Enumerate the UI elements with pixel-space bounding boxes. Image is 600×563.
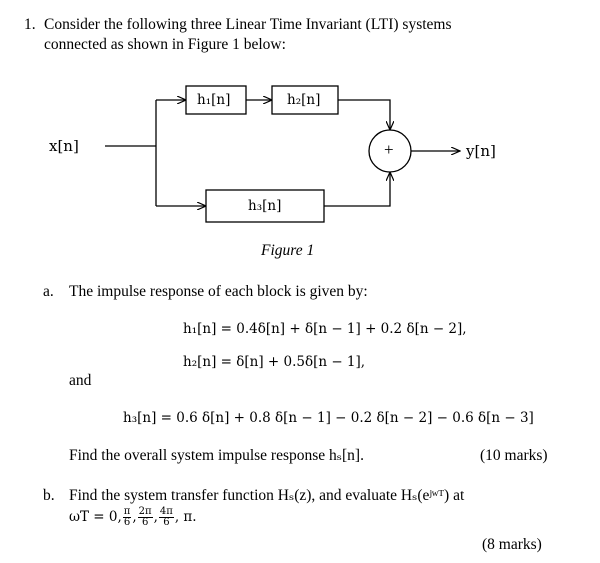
arrow-h2-to-adder: [338, 100, 390, 130]
part-b-label: b.: [43, 487, 55, 504]
fraction-4pi-6: $\frac{4\pi}{6}$: [159, 506, 173, 528]
block-h2-label: h₂[n]: [287, 92, 321, 108]
equation-h1: h₁[n] = 0.4δ[n] + δ[n − 1] + 0.2 δ[n − 2],: [183, 321, 467, 337]
equation-h3: h₃[n] = 0.6 δ[n] + 0.8 δ[n − 1] − 0.2 δ[n − 2] − 0.6 δ[n − 3]: [123, 410, 534, 426]
arrow-h3-to-adder: [324, 172, 390, 206]
output-label: y[n]: [466, 142, 496, 160]
part-a-and: and: [69, 372, 92, 389]
part-a-find: Find the overall system impulse response hₛ[n].: [69, 447, 364, 464]
omega-suffix: , π.: [174, 509, 197, 525]
figure-caption: Figure 1: [261, 242, 315, 259]
question-intro-line1: Consider the following three Linear Time Invariant (LTI) systems: [44, 16, 452, 33]
question-number: 1.: [24, 16, 36, 33]
block-h1-label: h₁[n]: [197, 92, 231, 108]
input-label: x[n]: [49, 137, 79, 155]
adder-plus: +: [384, 140, 394, 159]
part-a-marks: (10 marks): [480, 447, 548, 464]
block-h3-label: h₃[n]: [248, 198, 282, 214]
question-intro-line2: connected as shown in Figure 1 below:: [44, 36, 286, 53]
fraction-2pi-6: $\frac{2\pi}{6}$: [138, 506, 152, 528]
equation-h2: h₂[n] = δ[n] + 0.5δ[n − 1],: [183, 354, 366, 370]
part-b-marks: (8 marks): [482, 536, 542, 553]
part-a-text: The impulse response of each block is given by:: [69, 283, 368, 300]
part-a-label: a.: [43, 283, 54, 300]
part-b-text: Find the system transfer function Hₛ(z), and evaluate Hₛ(eʲʷᵀ) at: [69, 487, 465, 504]
omega-prefix: ωT = 0,: [69, 509, 122, 525]
fraction-pi-6: $\frac{\pi}{6}$: [123, 506, 131, 528]
part-b-omega-values: ωT = 0, $\frac{\pi}{6}$ , $\frac{2\pi}{6}$ , $\frac{4\pi}{6}$ , π.: [69, 506, 197, 528]
